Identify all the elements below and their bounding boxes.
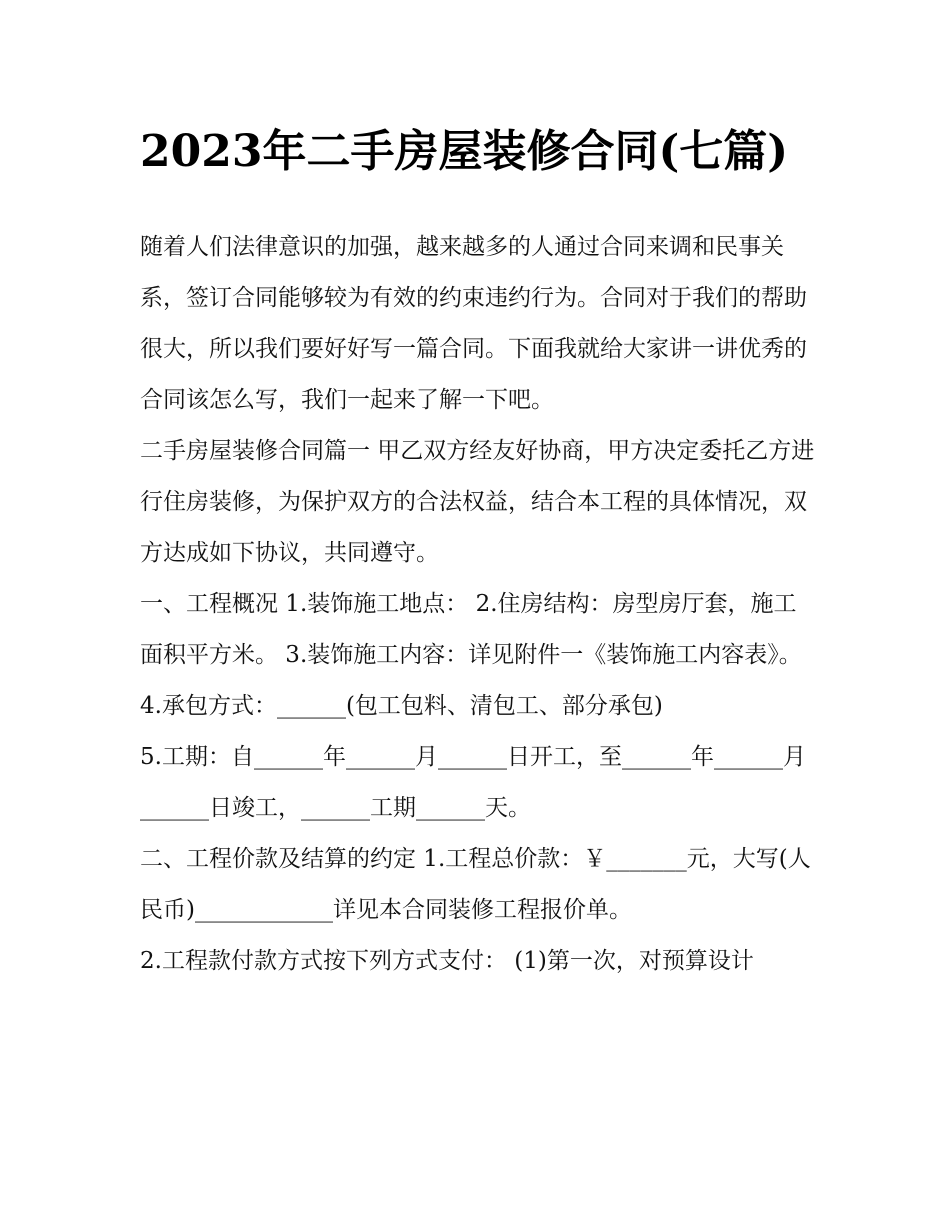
- intro-paragraph: 随着人们法律意识的加强，越来越多的人通过合同来调和民事关系，签订合同能够较为有效的约束违约行为。合同对于我们的帮助很大，所以我们要好好写一篇合同。下面我就给大家讲一讲优秀的合同该怎么写，我们一起来了解一下吧。: [140, 234, 807, 413]
- project-overview-paragraph: 一、工程概况 1.装饰施工地点： 2.住房结构：房型房厅套，施工面积平方米。 3.装饰施工内容：详见附件一《装饰施工内容表》。: [140, 591, 802, 668]
- contract-method-paragraph: 4.承包方式：______(包工包料、清包工、部分承包): [140, 693, 663, 719]
- contract-preamble-paragraph: 二手房屋装修合同篇一 甲乙双方经友好协商，甲方决定委托乙方进行住房装修，为保护双方的合法权益，结合本工程的具体情况，双方达成如下协议，共同遵守。: [140, 438, 815, 566]
- project-price-paragraph: 二、工程价款及结算的约定 1.工程总价款：￥_______元，大写(人民币)____________详见本合同装修工程报价单。: [140, 846, 811, 923]
- payment-method-paragraph: 2.工程款付款方式按下列方式支付： (1)第一次，对预算设计: [140, 948, 754, 974]
- document-page: [140, 116, 815, 987]
- construction-period-paragraph: 5.工期：自______年______月______日开工，至______年______月______日竣工，______工期______天。: [140, 744, 806, 821]
- document-title: 2023年二手房屋装修合同(七篇): [140, 126, 789, 177]
